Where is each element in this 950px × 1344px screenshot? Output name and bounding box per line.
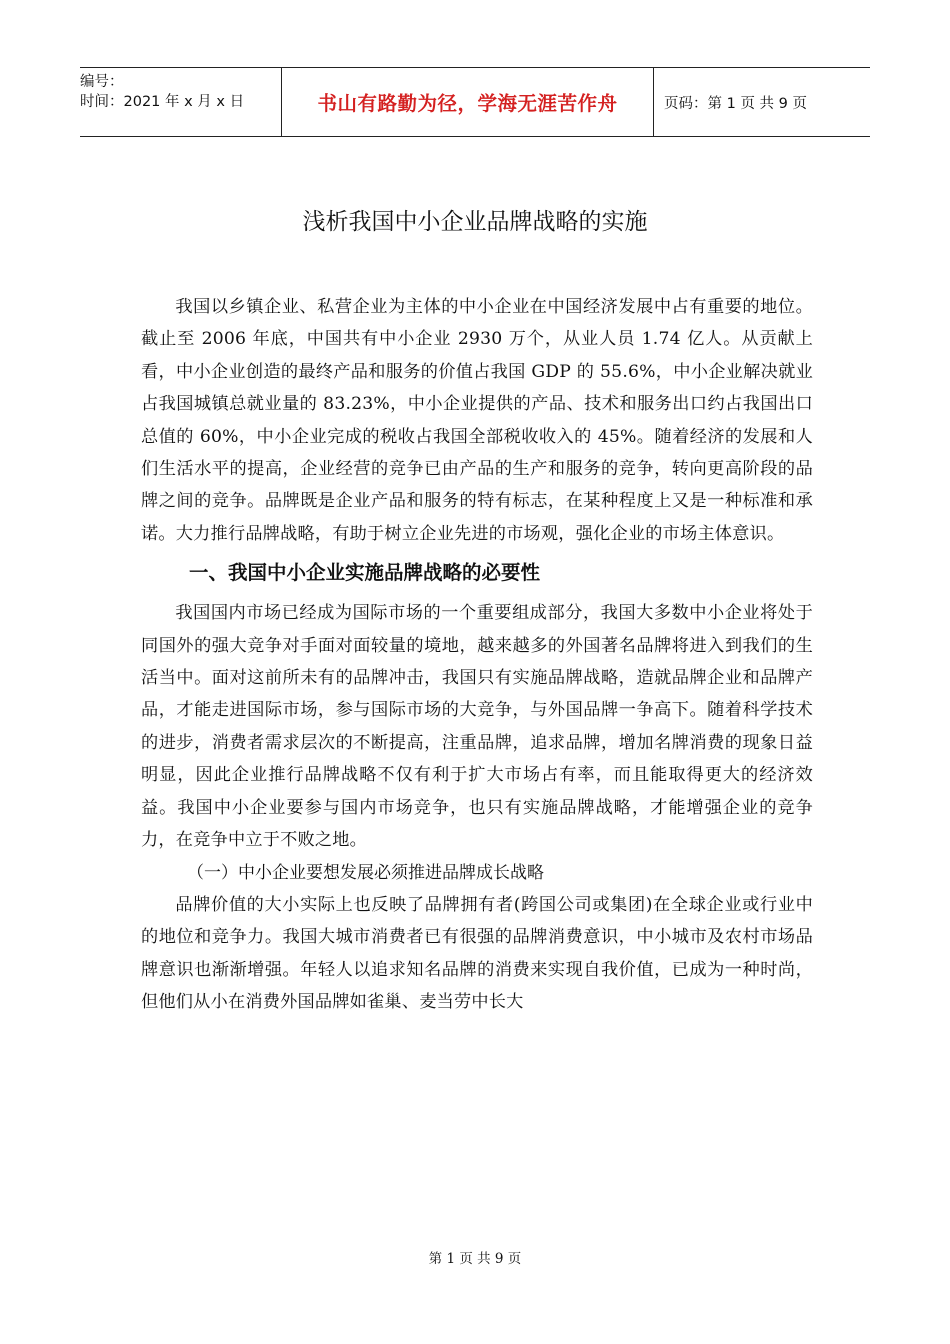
document-title: 浅析我国中小企业品牌战略的实施: [302, 209, 648, 235]
header-meta-cell: [80, 68, 281, 136]
document-number-label: 编号：: [80, 74, 124, 90]
subsection-heading: （一）中小企业要想发展必须推进品牌成长战略: [187, 862, 544, 883]
section-heading: 一、我国中小企业实施品牌战略的必要性: [189, 561, 541, 585]
document-header-table: [80, 67, 870, 137]
body-paragraph: 我国国内市场已经成为国际市场的一个重要组成部分，我国大多数中小企业将处于同国外的强大竞争对手面对面较量的境地，越来越多的外国著名品牌将进入到我们的生活当中。面对这前所未有的品牌冲击，我国只有实施品牌战略，造就品牌企业和品牌产品，才能走进国际市场，参与国际市场的大竞争，与外国品牌一争高下。随着科学技术的进步，消费者需求层次的不断提高，注重品牌，追求品牌，增加名牌消费的现象日益明显，因此企业推行品牌战略不仅有利于扩大市场占有率，而且能取得更大的经济效益。我国中小企业要参与国内市场竞争，也只有实施品牌战略，才能增强企业的竞争力，在竞争中立于不败之地。: [141, 603, 813, 851]
document-body: [141, 291, 813, 1019]
body-paragraph: 我国以乡镇企业、私营企业为主体的中小企业在中国经济发展中占有重要的地位。截止至 2006 年底，中国共有中小企业 2930 万个，从业人员 1.74 亿人。从贡献上看，中小企业创造的最终产品和服务的价值占我国 GDP 的 55.6%，中小企业解决就业占我国城镇总就业量的 83.23%，中小企业提供的产品、技术和服务出口约占我国出口总值的 60%，中小企业完成的税收占我国全部税收收入的 45%。随着经济的发展和人们生活水平的提高，企业经营的竞争已由产品的生产和服务的竞争，转向更高阶段的品牌之间的竞争。品牌既是企业产品和服务的特有标志，在某种程度上又是一种标准和承诺。大力推行品牌战略，有助于树立企业先进的市场观，强化企业的市场主体意识。: [141, 297, 813, 544]
body-paragraph: 品牌价值的大小实际上也反映了品牌拥有者(跨国公司或集团)在全球企业或行业中的地位和竞争力。我国大城市消费者已有很强的品牌消费意识，中小城市及农村市场品牌意识也渐渐增强。年轻人以追求知名品牌的消费来实现自我价值，已成为一种时尚，但他们从小在消费外国品牌如雀巢、麦当劳中长大: [141, 894, 813, 1013]
header-page-cell: [654, 68, 870, 136]
page-footer: 第 1 页 共 9 页: [428, 1251, 522, 1267]
header-motto: 书山有路勤为径，学海无涯苦作舟: [317, 92, 618, 115]
document-time-label: 时间：2021 年 x 月 x 日: [80, 94, 245, 110]
header-motto-cell: [281, 68, 654, 136]
header-page-number: 页码：第 1 页 共 9 页: [664, 95, 807, 112]
